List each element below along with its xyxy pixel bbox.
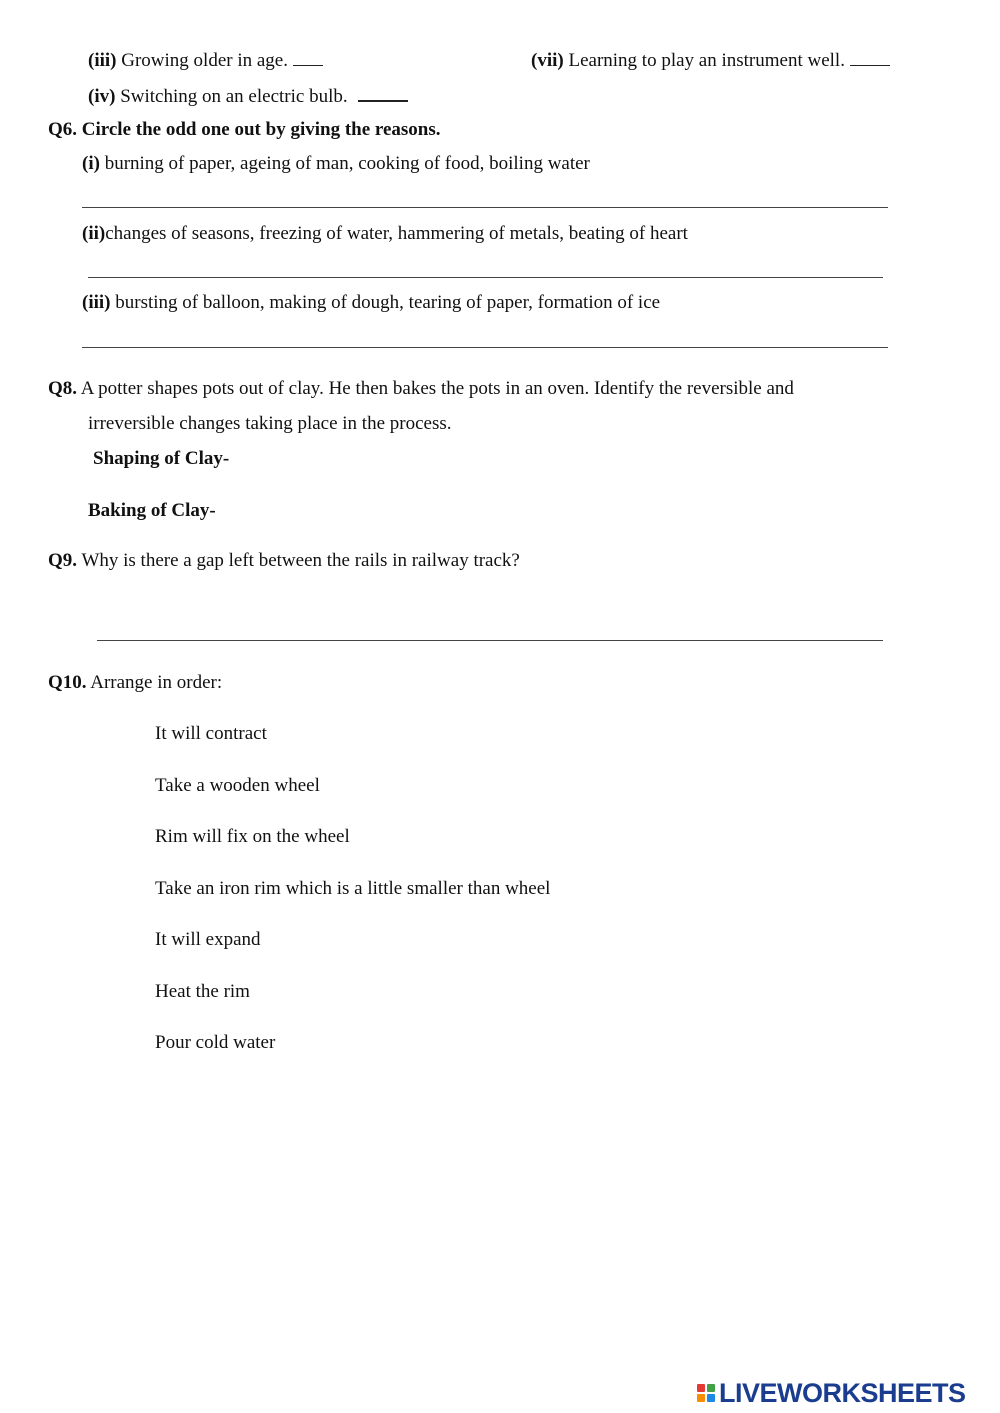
item-number: (vii)	[531, 50, 564, 71]
question-label: Q6.	[48, 119, 78, 140]
question-text: A potter shapes pots out of clay. He then bakes the pots in an oven. Identify the reversible and	[80, 378, 794, 399]
order-step[interactable]: It will expand	[155, 929, 261, 950]
order-step[interactable]: It will contract	[155, 723, 267, 744]
order-step[interactable]: Heat the rim	[155, 981, 250, 1002]
item-text: changes of seasons, freezing of water, hammering of metals, beating of heart	[105, 223, 688, 244]
question-text: Arrange in order:	[90, 672, 223, 693]
answer-line[interactable]	[97, 640, 883, 641]
answer-line[interactable]	[88, 277, 883, 278]
shaping-of-clay-label: Shaping of Clay-	[93, 448, 230, 469]
item-number: (iii)	[88, 50, 117, 71]
item-number: (i)	[82, 153, 100, 174]
question-label: Q8.	[48, 378, 78, 399]
mark-square	[707, 1394, 715, 1402]
answer-blank[interactable]	[293, 49, 323, 66]
q8-text-continued: irreversible changes taking place in the process.	[88, 413, 452, 434]
mark-square	[697, 1394, 705, 1402]
item-text: burning of paper, ageing of man, cooking of food, boiling water	[104, 153, 590, 174]
question-label: Q9.	[48, 550, 78, 571]
item-number: (iii)	[82, 292, 111, 313]
answer-blank[interactable]	[358, 84, 408, 102]
q10-heading	[48, 672, 222, 694]
q9-heading	[48, 550, 520, 572]
question-label: Q10.	[48, 672, 87, 693]
item-text: Learning to play an instrument well.	[568, 50, 845, 71]
answer-line[interactable]	[82, 347, 888, 348]
q8-heading	[48, 378, 794, 400]
q5-item-iv	[88, 84, 408, 108]
answer-line[interactable]	[82, 207, 888, 208]
q6-item-iii	[82, 292, 660, 314]
q6-item-ii	[82, 223, 688, 245]
q6-item-i	[82, 153, 590, 175]
item-text: bursting of balloon, making of dough, tearing of paper, formation of ice	[115, 292, 661, 313]
order-step[interactable]: Pour cold water	[155, 1032, 276, 1053]
liveworksheets-mark-icon	[697, 1384, 715, 1402]
answer-blank[interactable]	[850, 49, 890, 66]
q5-item-vii	[531, 49, 890, 72]
item-text: Switching on an electric bulb.	[120, 86, 348, 107]
mark-square	[697, 1384, 705, 1392]
order-step[interactable]: Take an iron rim which is a little smaller than wheel	[155, 878, 551, 899]
q5-item-iii	[88, 49, 323, 72]
item-text: Growing older in age.	[121, 50, 288, 71]
liveworksheets-logo	[697, 1378, 966, 1408]
question-text: Why is there a gap left between the rails in railway track?	[81, 550, 520, 571]
item-number: (iv)	[88, 86, 116, 107]
question-title: Circle the odd one out by giving the reasons.	[81, 119, 441, 140]
item-number: (ii)	[82, 223, 106, 244]
brand-name: LIVEWORKSHEETS	[719, 1378, 966, 1408]
order-step[interactable]: Rim will fix on the wheel	[155, 826, 350, 847]
order-step[interactable]: Take a wooden wheel	[155, 775, 320, 796]
mark-square	[707, 1384, 715, 1392]
baking-of-clay-label: Baking of Clay-	[88, 500, 216, 521]
q6-heading	[48, 119, 441, 141]
